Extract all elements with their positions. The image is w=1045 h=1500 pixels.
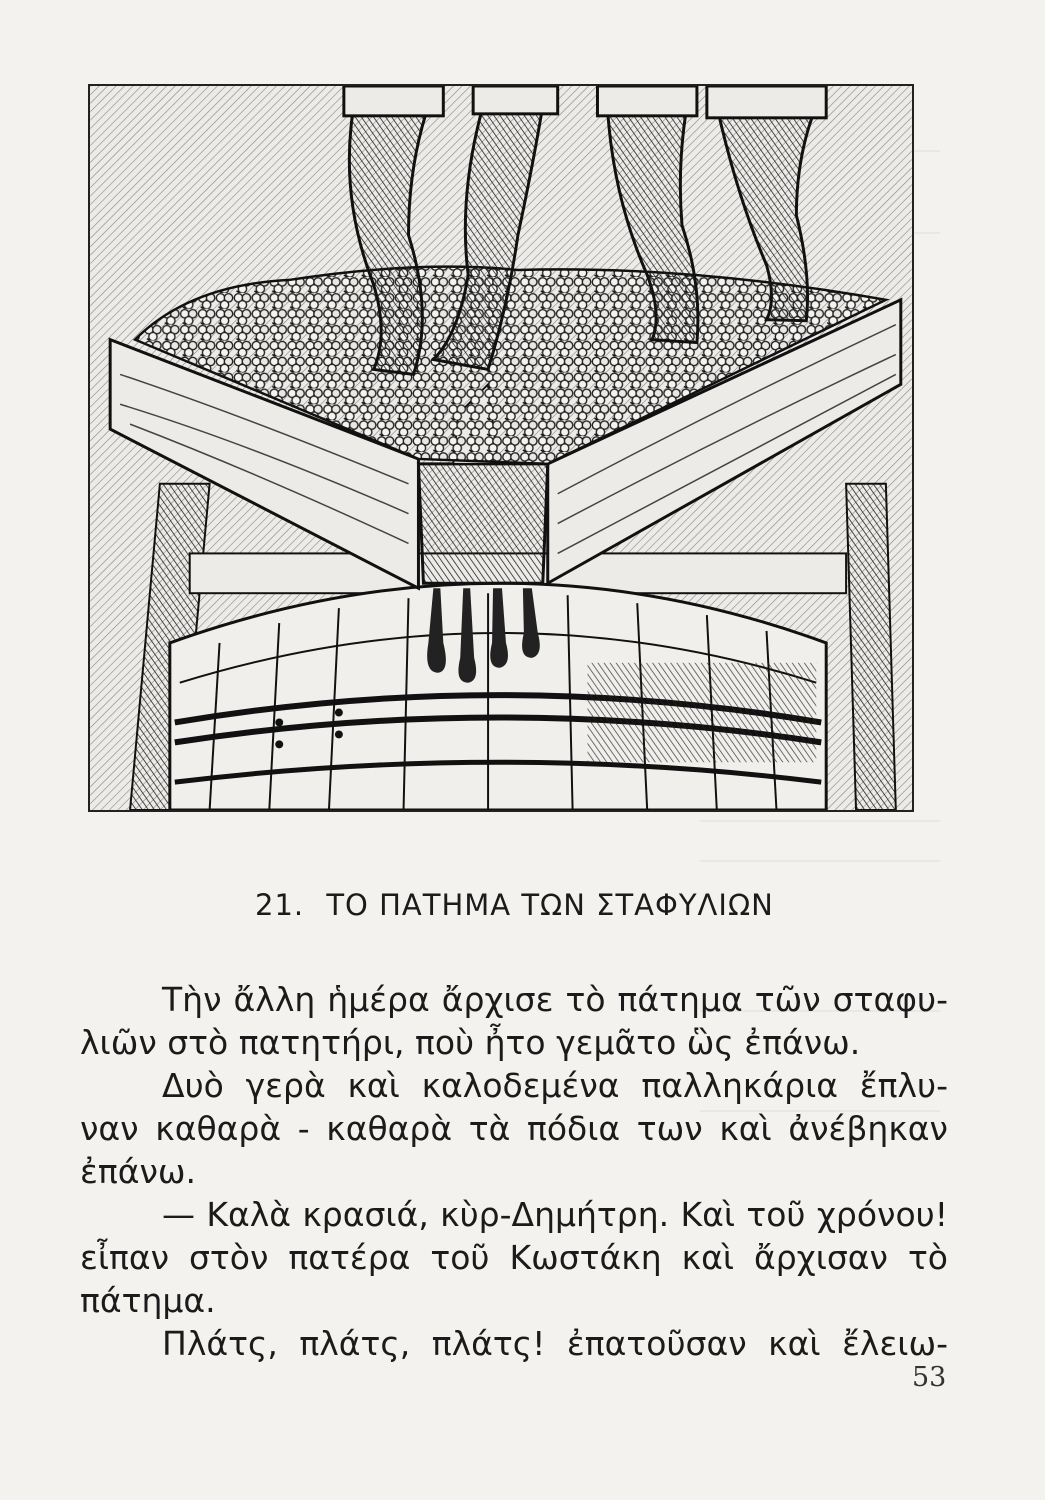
text-line: ἐπάνω.	[80, 1152, 197, 1191]
paragraph	[80, 1193, 948, 1322]
grape-treading-illustration	[88, 84, 914, 812]
caption-number: 21.	[255, 888, 305, 922]
text-line: ναν καθαρὰ - καθαρὰ τὰ πόδια των καὶ ἀνέβηκαν	[80, 1109, 948, 1148]
paragraph	[80, 1064, 948, 1193]
page-number: 53	[912, 1362, 947, 1393]
story-text	[80, 978, 948, 1365]
text-line: εἶπαν στὸν πατέρα τοῦ Κωστάκη καὶ ἄρχισαν τὸ	[80, 1238, 948, 1277]
text-line: Δυὸ γερὰ καὶ καλοδεμένα παλληκάρια ἔπλυ-	[162, 1066, 948, 1105]
caption-title: ΤΟ ΠΑΤΗΜΑ ΤΩΝ ΣΤΑΦΥΛΙΩΝ	[326, 888, 774, 922]
text-line: — Καλὰ κρασιά, κὺρ-Δημήτρη. Καὶ τοῦ χρόνου!	[162, 1195, 948, 1234]
show-through-mark	[700, 860, 940, 862]
paragraph	[80, 978, 948, 1064]
show-through-mark	[700, 820, 940, 822]
text-line: πάτημα.	[80, 1281, 216, 1320]
illustration-caption	[255, 888, 774, 922]
paragraph	[80, 1322, 948, 1365]
illustration-drawing	[90, 86, 912, 810]
text-line: λιῶν στὸ πατητήρι, ποὺ ἦτο γεμᾶτο ὣς ἐπάνω.	[80, 1023, 861, 1062]
text-line: Πλάτς, πλάτς, πλάτς! ἐπατοῦσαν καὶ ἔλειω-	[162, 1324, 948, 1363]
table-leg-right	[846, 484, 896, 810]
text-line: Τὴν ἄλλη ἡμέρα ἄρχισε τὸ πάτημα τῶν σταφυ-	[162, 980, 948, 1019]
